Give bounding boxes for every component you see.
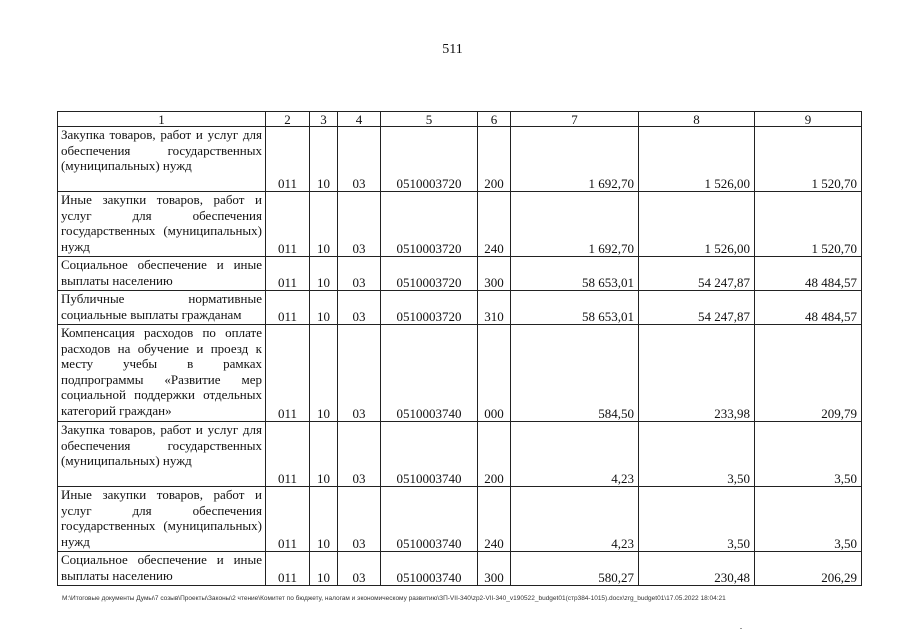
expense-type-code: 240 bbox=[478, 192, 511, 257]
column-header: 2 bbox=[266, 112, 310, 127]
subsection-code: 03 bbox=[338, 192, 381, 257]
amount-col8: 233,98 bbox=[639, 325, 755, 422]
subsection-code: 03 bbox=[338, 127, 381, 192]
ministry-code: 011 bbox=[266, 487, 310, 552]
column-header: 7 bbox=[511, 112, 639, 127]
table-row bbox=[58, 325, 862, 422]
amount-col9: 1 520,70 bbox=[755, 192, 862, 257]
amount-col9: 3,50 bbox=[755, 487, 862, 552]
amount-col7: 1 692,70 bbox=[511, 192, 639, 257]
column-header: 6 bbox=[478, 112, 511, 127]
amount-col8: 230,48 bbox=[639, 552, 755, 586]
expense-name: Социальное обеспечение и иные выплаты населению bbox=[58, 552, 266, 586]
table-row bbox=[58, 257, 862, 291]
ministry-code: 011 bbox=[266, 257, 310, 291]
amount-col8: 54 247,87 bbox=[639, 257, 755, 291]
subsection-code: 03 bbox=[338, 257, 381, 291]
expense-name: Социальное обеспечение и иные выплаты населению bbox=[58, 257, 266, 291]
subsection-code: 03 bbox=[338, 422, 381, 487]
section-code: 10 bbox=[310, 257, 338, 291]
amount-col8: 3,50 bbox=[639, 487, 755, 552]
target-article-code: 0510003720 bbox=[381, 257, 478, 291]
ministry-code: 011 bbox=[266, 422, 310, 487]
section-code: 10 bbox=[310, 127, 338, 192]
expense-type-code: 310 bbox=[478, 291, 511, 325]
amount-col9: 206,29 bbox=[755, 552, 862, 586]
expense-name: Закупка товаров, работ и услуг для обеспечения государственных (муниципальных) нужд bbox=[58, 422, 266, 487]
table-row bbox=[58, 192, 862, 257]
expense-name: Публичные нормативные социальные выплаты гражданам bbox=[58, 291, 266, 325]
amount-col7: 4,23 bbox=[511, 487, 639, 552]
expense-type-code: 300 bbox=[478, 257, 511, 291]
column-header: 9 bbox=[755, 112, 862, 127]
amount-col7: 1 692,70 bbox=[511, 127, 639, 192]
target-article-code: 0510003720 bbox=[381, 291, 478, 325]
table-row bbox=[58, 552, 862, 586]
amount-col9: 209,79 bbox=[755, 325, 862, 422]
ministry-code: 011 bbox=[266, 291, 310, 325]
subsection-code: 03 bbox=[338, 291, 381, 325]
amount-col7: 580,27 bbox=[511, 552, 639, 586]
ministry-code: 011 bbox=[266, 552, 310, 586]
expense-type-code: 300 bbox=[478, 552, 511, 586]
subsection-code: 03 bbox=[338, 325, 381, 422]
expense-type-code: 000 bbox=[478, 325, 511, 422]
column-header: 1 bbox=[58, 112, 266, 127]
amount-col9: 1 520,70 bbox=[755, 127, 862, 192]
ministry-code: 011 bbox=[266, 325, 310, 422]
amount-col8: 54 247,87 bbox=[639, 291, 755, 325]
expense-name: Компенсация расходов по оплате расходов на обучение и проезд к месту учебы в рамках подпрограммы «Развитие мер социальной поддержки отдельных категорий граждан» bbox=[58, 325, 266, 422]
expense-name: Иные закупки товаров, работ и услуг для обеспечения государственных (муниципальных) нужд bbox=[58, 487, 266, 552]
ministry-code: 011 bbox=[266, 127, 310, 192]
target-article-code: 0510003740 bbox=[381, 325, 478, 422]
table-row bbox=[58, 291, 862, 325]
table-row bbox=[58, 487, 862, 552]
expense-name: Закупка товаров, работ и услуг для обеспечения государственных (муниципальных) нужд bbox=[58, 127, 266, 192]
section-code: 10 bbox=[310, 487, 338, 552]
section-code: 10 bbox=[310, 192, 338, 257]
amount-col7: 4,23 bbox=[511, 422, 639, 487]
amount-col8: 3,50 bbox=[639, 422, 755, 487]
column-header: 3 bbox=[310, 112, 338, 127]
target-article-code: 0510003720 bbox=[381, 192, 478, 257]
amount-col9: 3,50 bbox=[755, 422, 862, 487]
document-path-footer: M:\Итоговые документы Думы\7 созыв\Проекты\Законы\2 чтение\Комитет по бюджету, налогам и экономическому развитию\ЗП-VII-340\zp2-VII-340_v190522_budget01(стр384-1015).docx\zrg_budget01\17.05.2022 18:04:21 bbox=[62, 595, 726, 602]
target-article-code: 0510003720 bbox=[381, 127, 478, 192]
section-code: 10 bbox=[310, 291, 338, 325]
amount-col9: 48 484,57 bbox=[755, 257, 862, 291]
amount-col9: 48 484,57 bbox=[755, 291, 862, 325]
amount-col8: 1 526,00 bbox=[639, 192, 755, 257]
table-header-row bbox=[58, 112, 862, 127]
column-header: 4 bbox=[338, 112, 381, 127]
amount-col7: 58 653,01 bbox=[511, 291, 639, 325]
section-code: 10 bbox=[310, 422, 338, 487]
amount-col7: 584,50 bbox=[511, 325, 639, 422]
amount-col7: 58 653,01 bbox=[511, 257, 639, 291]
column-header: 5 bbox=[381, 112, 478, 127]
subsection-code: 03 bbox=[338, 552, 381, 586]
table-row bbox=[58, 422, 862, 487]
target-article-code: 0510003740 bbox=[381, 422, 478, 487]
table-row bbox=[58, 127, 862, 192]
page-number: 511 bbox=[442, 42, 463, 57]
subsection-code: 03 bbox=[338, 487, 381, 552]
amount-col8: 1 526,00 bbox=[639, 127, 755, 192]
column-header: 8 bbox=[639, 112, 755, 127]
expense-type-code: 240 bbox=[478, 487, 511, 552]
scan-speck bbox=[740, 628, 742, 629]
section-code: 10 bbox=[310, 325, 338, 422]
expense-type-code: 200 bbox=[478, 127, 511, 192]
budget-table bbox=[57, 111, 862, 586]
expense-name: Иные закупки товаров, работ и услуг для обеспечения государственных (муниципальных) нужд bbox=[58, 192, 266, 257]
expense-type-code: 200 bbox=[478, 422, 511, 487]
target-article-code: 0510003740 bbox=[381, 487, 478, 552]
section-code: 10 bbox=[310, 552, 338, 586]
ministry-code: 011 bbox=[266, 192, 310, 257]
target-article-code: 0510003740 bbox=[381, 552, 478, 586]
